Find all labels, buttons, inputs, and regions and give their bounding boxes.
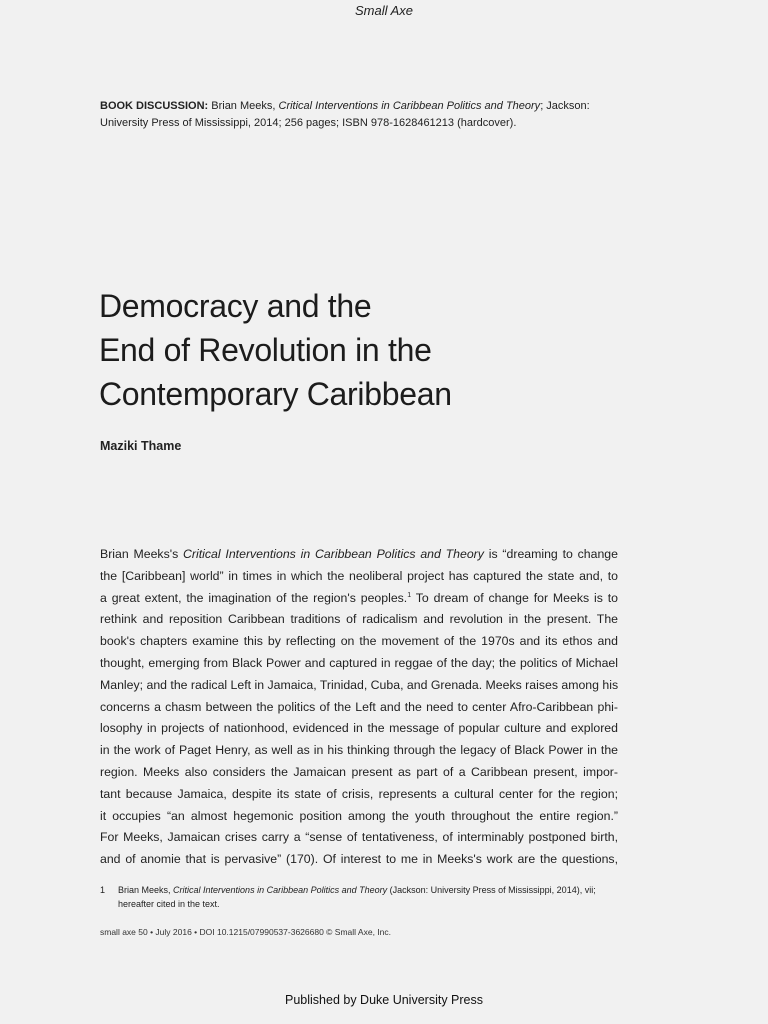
publication-info: ; Jackson: bbox=[540, 100, 590, 112]
body-line: losophy in projects of nationhood, evidenced in the message of popular culture and explored bbox=[100, 721, 618, 736]
publisher-footer: Published by Duke University Press bbox=[285, 993, 483, 1007]
footnote-number: 1 bbox=[100, 885, 106, 895]
body-text bbox=[100, 544, 618, 871]
body-text-segment: To dream of change for Meeks is to bbox=[411, 590, 618, 605]
title-line: End of Revolution in the bbox=[99, 332, 432, 368]
body-line bbox=[100, 588, 618, 610]
body-line: it occupies “an almost hegemonic position among the youth throughout the entire region.” bbox=[100, 808, 618, 823]
book-discussion-note bbox=[100, 98, 620, 132]
body-line: region. Meeks also considers the Jamaican present as part of a Caribbean present, impor- bbox=[100, 764, 618, 779]
body-line: thought, emerging from Black Power and captured in reggae of the day; the politics of Michael bbox=[100, 655, 618, 670]
body-line: and of anomie that is pervasive” (170). Of interest to me in Meeks's work are the questions, bbox=[100, 852, 618, 867]
footnote-book-title: Critical Interventions in Caribbean Politics and Theory bbox=[173, 885, 388, 895]
footnote-segment: hereafter cited in the text. bbox=[118, 898, 220, 909]
book-author: Brian Meeks, bbox=[208, 100, 279, 112]
body-line: Manley; and the radical Left in Jamaica, Trinidad, Cuba, and Grenada. Meeks raises among his bbox=[100, 677, 619, 692]
body-line: book's chapters examine this by reflecting on the movement of the 1970s and its ethos and bbox=[100, 634, 618, 649]
book-discussion-label: BOOK DISCUSSION: bbox=[100, 100, 209, 112]
publication-details: University Press of Mississippi, 2014; 256 pages; ISBN 978-1628461213 (hardcover). bbox=[100, 117, 517, 129]
footnote bbox=[100, 884, 620, 911]
body-line: For Meeks, Jamaican crises carry a “sense of tentativeness, of interminably postponed birth, bbox=[100, 830, 618, 845]
footnote-segment: (Jackson: University Press of Mississippi, 2014), vii; bbox=[387, 885, 596, 895]
journal-name: Small Axe bbox=[354, 3, 414, 18]
footnote-segment: Brian Meeks, bbox=[118, 885, 174, 895]
book-title-italic: Critical Interventions in Caribbean Politics and Theory bbox=[183, 547, 484, 561]
article-title bbox=[99, 284, 659, 416]
body-line: the [Caribbean] world” in times in which the neoliberal project has captured the state and, to bbox=[100, 568, 618, 583]
book-title: Critical Interventions in Caribbean Politics and Theory bbox=[278, 100, 541, 112]
article-author: Maziki Thame bbox=[100, 439, 182, 453]
footnote-marker[interactable]: 1 bbox=[407, 591, 412, 599]
body-line: in the work of Paget Henry, as well as in his thinking through the legacy of Black Power in the bbox=[100, 743, 618, 758]
body-line: tant because Jamaica, despite its state of crisis, represents a cultural center for the region; bbox=[100, 786, 618, 801]
body-text-segment: Brian Meeks's bbox=[100, 547, 184, 561]
body-line bbox=[100, 544, 618, 566]
citation-line: small axe 50 • July 2016 • DOI 10.1215/07990537-3626680 © Small Axe, Inc. bbox=[100, 927, 392, 937]
body-line: concerns a chasm between the politics of the Left and the need to center Afro-Caribbean phi- bbox=[100, 699, 618, 714]
body-text-segment: is “dreaming to change bbox=[483, 547, 618, 561]
body-line: rethink and reposition Caribbean traditions of radicalism and revolution in the present. The bbox=[100, 612, 618, 627]
title-line: Contemporary Caribbean bbox=[99, 376, 452, 412]
footnote-text bbox=[118, 884, 620, 911]
body-text-segment: a great extent, the imagination of the region's peoples. bbox=[100, 590, 408, 605]
title-line: Democracy and the bbox=[99, 288, 372, 324]
